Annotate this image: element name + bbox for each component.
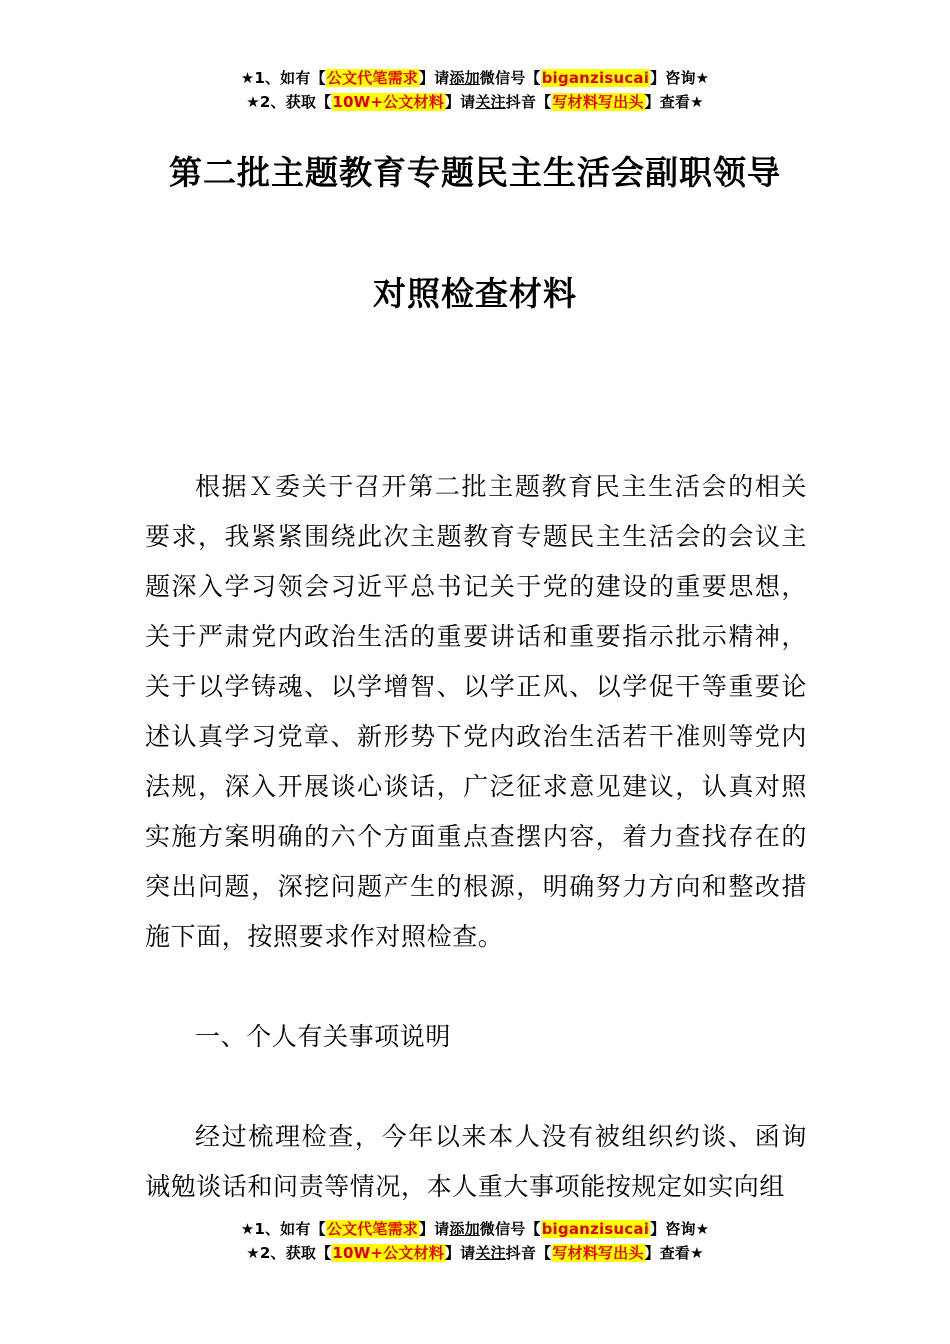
promo-text: 抖音【 (505, 93, 552, 111)
promo-text: 】查看★ (644, 1244, 704, 1262)
promo-text: ★1、如有【 (240, 1220, 326, 1238)
promo-text: 】查看★ (644, 93, 704, 111)
promo-line-2 (0, 1241, 950, 1265)
highlight-douyin-account: 写材料写出头 (552, 93, 644, 111)
promo-text: ★2、获取【 (246, 93, 332, 111)
promo-line-1 (0, 66, 950, 90)
promo-text: 抖音【 (505, 1244, 552, 1262)
promo-line-1 (0, 1217, 950, 1241)
highlight-service: 公文代笔需求 (326, 1220, 418, 1238)
highlight-douyin-account: 写材料写出头 (552, 1244, 644, 1262)
underlined-text: 添加 (449, 1220, 480, 1238)
promo-text: 】请 (444, 1244, 476, 1262)
promo-text: 微信号【 (479, 69, 541, 87)
underlined-text: 添加 (449, 69, 480, 87)
document-title-line-2: 对照检查材料 (373, 274, 577, 313)
footer-promo-banner (0, 1217, 950, 1265)
document-title-line-1: 第二批主题教育专题民主生活会副职领导 (169, 153, 781, 192)
promo-text: 】请 (418, 69, 450, 87)
highlight-service: 公文代笔需求 (326, 69, 418, 87)
document-body (145, 462, 807, 1212)
header-promo-banner (0, 66, 950, 114)
promo-text: ★2、获取【 (246, 1244, 332, 1262)
section-heading-1: 一、个人有关事项说明 (195, 1022, 452, 1051)
paragraph-intro: 根据Ｘ委关于召开第二批主题教育民主生活会的相关要求，我紧紧围绕此次主题教育专题民主生活会的会议主题深入学习领会习近平总书记关于党的建设的重要思想，关于严肃党内政治生活的重要讲话和重要指示批示精神，关于以学铸魂、以学增智、以学正风、以学促干等重要论述认真学习党章、新形势下党内政治生活若干准则等党内法规，深入开展谈心谈话，广泛征求意见建议，认真对照实施方案明确的六个方面重点查摆内容，着力查找存在的突出问题，深挖问题产生的根源，明确努力方向和整改措施下面，按照要求作对照检查。 (145, 472, 807, 951)
highlight-materials: 10W+公文材料 (332, 93, 444, 111)
highlight-materials: 10W+公文材料 (332, 1244, 444, 1262)
promo-text: 微信号【 (479, 1220, 541, 1238)
promo-text: 】请 (444, 93, 476, 111)
promo-text: 】咨询★ (650, 69, 710, 87)
promo-text: ★1、如有【 (240, 69, 326, 87)
promo-text: 】咨询★ (650, 1220, 710, 1238)
highlight-wechat-id: biganzisucai (541, 69, 650, 87)
underlined-text: 关注 (475, 1244, 506, 1262)
paragraph-section-1: 经过梳理检查，今年以来本人没有被组织约谈、函询诫勉谈话和问责等情况，本人重大事项能按规定如实向组 (145, 1122, 807, 1201)
promo-text: 】请 (418, 1220, 450, 1238)
highlight-wechat-id: biganzisucai (541, 1220, 650, 1238)
promo-line-2 (0, 90, 950, 114)
underlined-text: 关注 (475, 93, 506, 111)
